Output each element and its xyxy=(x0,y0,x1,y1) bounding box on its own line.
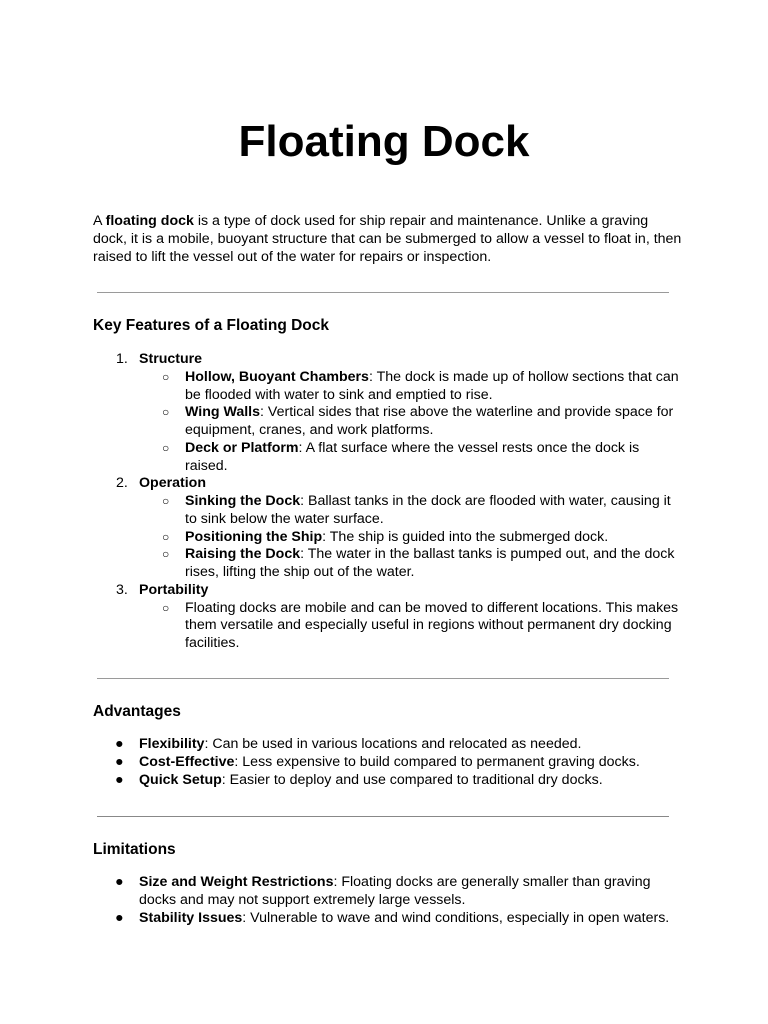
features-subitem xyxy=(93,493,683,529)
features-subitem xyxy=(93,369,683,405)
limitation-text: : Vulnerable to wave and wind conditions, especially in open waters. xyxy=(242,909,670,926)
features-item-number: 3. xyxy=(116,581,128,598)
circle-bullet-icon: ○ xyxy=(162,405,170,420)
features-subitem xyxy=(93,600,683,653)
advantage-term: Cost-Effective xyxy=(139,753,235,770)
subitem-text: : The dock is made up of hollow sections that can be flooded with water to sink and emptied to rise. xyxy=(185,368,679,403)
page-title: Floating Dock xyxy=(238,117,530,166)
subitem-text: : Vertical sides that rise above the waterline and provide space for equipment, cranes, and work platforms. xyxy=(185,404,674,438)
intro-bold-term: floating dock xyxy=(105,213,194,229)
subitem-term: Wing Walls xyxy=(185,404,261,421)
features-item-label: Portability xyxy=(139,581,209,598)
subitem-term: Raising the Dock xyxy=(185,546,301,563)
subitem-text: : Ballast tanks in the dock are flooded with water, causing it to sink below the water surface. xyxy=(185,493,671,527)
circle-bullet-icon: ○ xyxy=(162,547,170,562)
features-item-label: Structure xyxy=(139,351,203,367)
subitem-text: : The water in the ballast tanks is pumped out, and the dock rises, lifting the ship out of the water. xyxy=(185,546,675,580)
advantages-item xyxy=(93,772,683,790)
advantage-term: Quick Setup xyxy=(139,771,222,788)
limitations-item xyxy=(93,874,683,910)
features-list xyxy=(93,351,683,653)
advantages-heading: Advantages xyxy=(93,703,181,720)
subitem-text: Floating docks are mobile and can be moved to different locations. This makes them versatile and especially useful in regions without permanent dry docking facilities. xyxy=(185,599,679,651)
subitem-text: : The ship is guided into the submerged dock. xyxy=(322,528,609,545)
advantage-text: : Easier to deploy and use compared to traditional dry docks. xyxy=(221,771,603,788)
advantages-item xyxy=(93,736,683,754)
features-item-number: 1. xyxy=(116,351,128,367)
subitem-term: Positioning the Ship xyxy=(185,528,323,545)
intro-paragraph xyxy=(93,212,683,266)
divider-2 xyxy=(97,678,669,679)
advantage-term: Flexibility xyxy=(139,736,205,752)
features-item-2 xyxy=(93,475,683,493)
circle-bullet-icon: ○ xyxy=(162,369,170,384)
limitation-text: : Floating docks are generally smaller than graving docks and may not support extremely large vessels. xyxy=(139,874,651,908)
features-subitem xyxy=(93,404,683,440)
limitations-item xyxy=(93,910,683,928)
features-item-3 xyxy=(93,582,683,600)
bullet-icon: ● xyxy=(115,909,124,926)
divider-1 xyxy=(97,292,669,293)
subitem-text: : A flat surface where the vessel rests once the dock is raised. xyxy=(185,439,640,474)
features-heading: Key Features of a Floating Dock xyxy=(93,317,329,334)
subitem-term: Sinking the Dock xyxy=(185,493,301,509)
advantage-text: : Can be used in various locations and relocated as needed. xyxy=(204,736,582,752)
features-item-1 xyxy=(93,351,683,369)
features-subitem xyxy=(93,440,683,476)
subitem-term: Deck or Platform xyxy=(185,439,299,456)
advantages-list xyxy=(93,736,683,789)
circle-bullet-icon: ○ xyxy=(162,440,170,455)
limitations-list xyxy=(93,874,683,927)
features-subitem xyxy=(93,529,683,547)
circle-bullet-icon: ○ xyxy=(162,600,170,615)
advantages-item xyxy=(93,754,683,772)
bullet-icon: ● xyxy=(115,753,124,770)
intro-text: is a type of dock used for ship repair and maintenance. Unlike a graving dock, it is a mobile, buoyant structure that can be submerged to allow a vessel to float in, then raised to lift the vessel out of the water for repairs or inspection. xyxy=(93,213,682,265)
features-subitem xyxy=(93,546,683,582)
intro-prefix: A xyxy=(93,213,106,229)
limitation-term: Size and Weight Restrictions xyxy=(139,874,334,890)
limitations-heading: Limitations xyxy=(93,841,176,858)
features-item-label: Operation xyxy=(139,475,207,492)
circle-bullet-icon: ○ xyxy=(162,529,170,544)
bullet-icon: ● xyxy=(115,874,124,890)
bullet-icon: ● xyxy=(115,736,124,752)
subitem-term: Hollow, Buoyant Chambers xyxy=(185,368,369,385)
features-item-number: 2. xyxy=(116,475,128,492)
limitation-term: Stability Issues xyxy=(139,909,243,926)
bullet-icon: ● xyxy=(115,771,124,788)
advantage-text: : Less expensive to build compared to permanent graving docks. xyxy=(234,753,640,770)
divider-3 xyxy=(97,816,669,817)
circle-bullet-icon: ○ xyxy=(162,494,170,508)
